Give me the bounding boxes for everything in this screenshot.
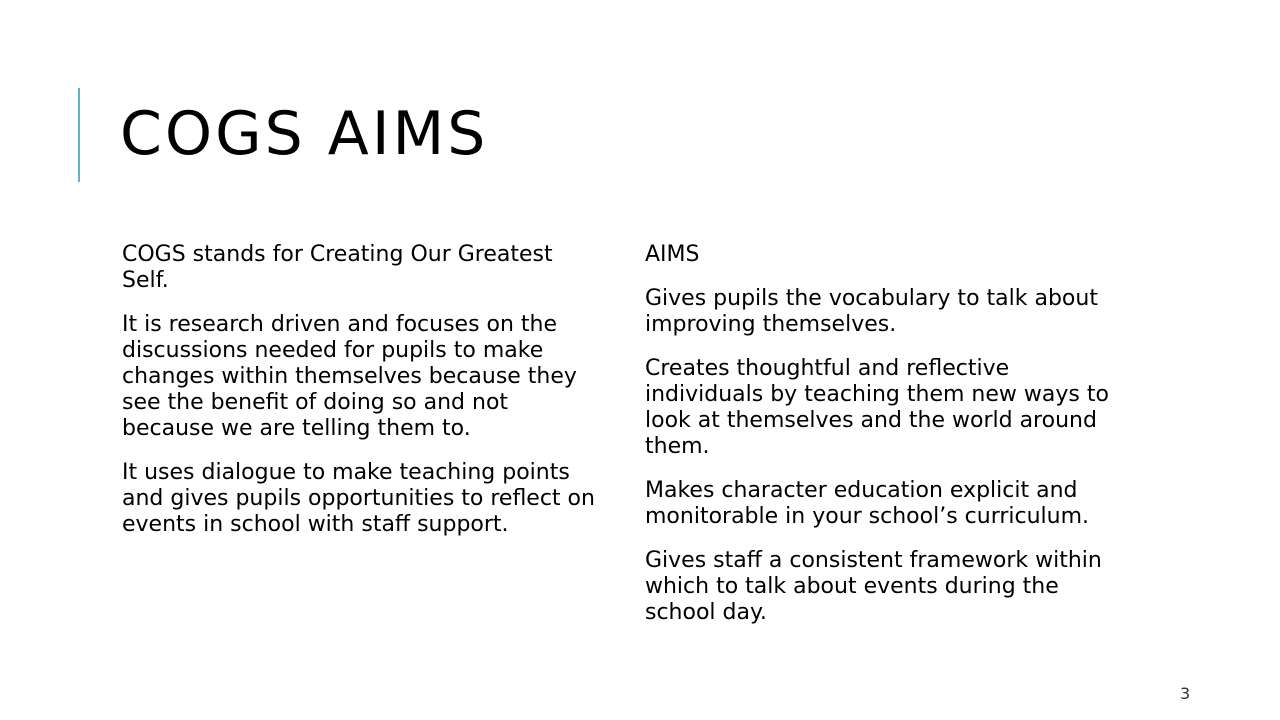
left-text-column: [122, 242, 602, 556]
right-text-column: [645, 242, 1125, 644]
aim-item-framework: Gives staff a consistent framework within which to talk about events during the school day.: [645, 548, 1102, 625]
research-paragraph: It is research driven and focuses on the discussions needed for pupils to make changes within themselves because they see the benefit of doing so and not because we are telling them to.: [122, 312, 577, 441]
title-accent-bar: [78, 88, 80, 182]
slide-number: 3: [1180, 684, 1191, 703]
aim-item-character-education: Makes character education explicit and monitorable in your school’s curriculum.: [645, 478, 1090, 529]
dialogue-paragraph: It uses dialogue to make teaching points and gives pupils opportunities to reflect on events in school with staff support.: [122, 460, 595, 537]
aim-item-vocabulary: Gives pupils the vocabulary to talk about improving themselves.: [645, 286, 1098, 337]
aim-item-reflective: Creates thoughtful and reflective individuals by teaching them new ways to look at themselves and the world around them.: [645, 356, 1109, 459]
intro-paragraph: COGS stands for Creating Our Greatest Self.: [122, 242, 553, 293]
aims-heading: AIMS: [645, 242, 700, 267]
slide-title: COGS AIMS: [120, 99, 489, 169]
